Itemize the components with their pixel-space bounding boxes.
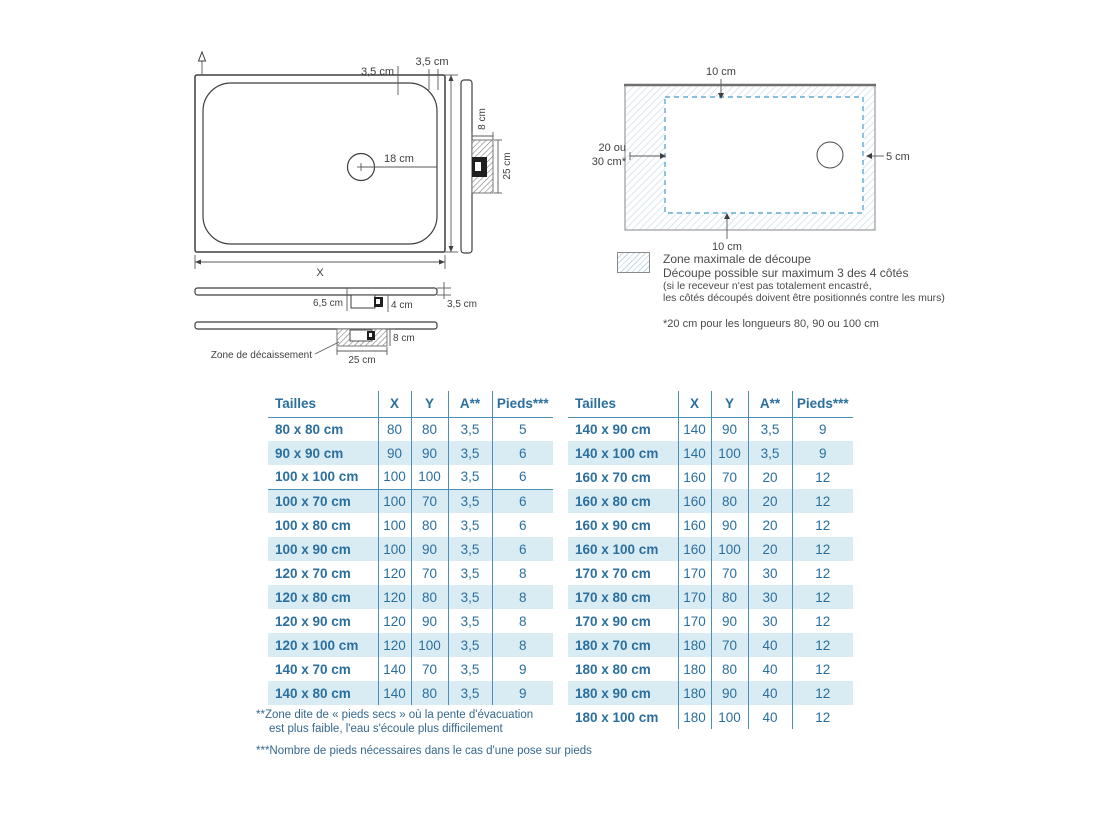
value-cell: 90 <box>378 441 411 465</box>
value-cell: 90 <box>411 609 448 633</box>
size-cell: 140 x 90 cm <box>575 421 651 437</box>
value-cell: 90 <box>711 513 748 537</box>
value-cell: 3,5 <box>448 417 492 441</box>
dim-label-recess-height: 25 cm <box>502 152 513 180</box>
table-row <box>268 657 553 681</box>
value-cell: 6 <box>492 513 553 537</box>
table-row <box>568 681 853 705</box>
size-cell: 170 x 80 cm <box>575 589 651 605</box>
value-cell: 12 <box>792 561 853 585</box>
value-cell: 90 <box>711 681 748 705</box>
tray-side-view <box>461 80 513 253</box>
value-cell: 120 <box>378 561 411 585</box>
value-cell: 170 <box>678 609 711 633</box>
value-cell: 3,5 <box>448 609 492 633</box>
value-cell: 40 <box>748 633 792 657</box>
value-cell: 90 <box>411 537 448 561</box>
table-row <box>568 417 853 441</box>
cutout-zone-diagram <box>580 55 925 255</box>
value-cell: 30 <box>748 585 792 609</box>
value-cell: 80 <box>411 585 448 609</box>
size-cell: 180 x 70 cm <box>575 637 651 653</box>
value-cell: 100 <box>378 513 411 537</box>
value-cell: 8 <box>492 585 553 609</box>
table-row <box>568 561 853 585</box>
value-cell: 90 <box>711 417 748 441</box>
value-cell: 70 <box>711 465 748 489</box>
value-cell: 20 <box>748 537 792 561</box>
value-cell: 9 <box>792 441 853 465</box>
value-cell: 20 <box>748 465 792 489</box>
value-cell: 12 <box>792 681 853 705</box>
size-cell: 90 x 90 cm <box>275 445 344 461</box>
value-cell: 30 <box>748 561 792 585</box>
value-cell: 170 <box>678 561 711 585</box>
value-cell: 6 <box>492 489 553 513</box>
value-cell: 80 <box>411 681 448 705</box>
dim-label-trap-height: 4 cm <box>391 300 413 311</box>
size-cell: 140 x 70 cm <box>275 661 351 677</box>
col-header-y: Y <box>711 391 748 417</box>
col-header-tailles: Tailles <box>568 391 678 417</box>
value-cell: 12 <box>792 657 853 681</box>
table-row <box>268 609 553 633</box>
size-table-right <box>568 391 853 729</box>
cross-section-bottom <box>195 322 437 366</box>
value-cell: 120 <box>378 585 411 609</box>
value-cell: 100 <box>411 633 448 657</box>
dimension-a-arrow-icon <box>199 52 206 75</box>
value-cell: 8 <box>492 609 553 633</box>
value-cell: 6 <box>492 465 553 489</box>
col-header-x: X <box>678 391 711 417</box>
table-row <box>568 609 853 633</box>
size-cell: 160 x 100 cm <box>575 541 659 557</box>
value-cell: 3,5 <box>448 513 492 537</box>
table-row <box>568 537 853 561</box>
cutout-dim-left-line1: 20 ou <box>598 142 626 154</box>
cutout-dim-left-line2: 30 cm* <box>591 156 626 168</box>
tray-top-view <box>195 52 473 279</box>
value-cell: 12 <box>792 585 853 609</box>
dim-label-rim-right: 3,5 cm <box>415 56 449 68</box>
col-header-tailles: Tailles <box>268 391 378 417</box>
value-cell: 5 <box>492 417 553 441</box>
size-cell: 120 x 90 cm <box>275 613 351 629</box>
dim-label-trap-offset: 6,5 cm <box>312 298 343 309</box>
size-cell: 160 x 90 cm <box>575 517 651 533</box>
value-cell: 100 <box>711 705 748 729</box>
col-header-pieds: Pieds*** <box>492 391 553 417</box>
value-cell: 70 <box>411 561 448 585</box>
value-cell: 3,5 <box>448 561 492 585</box>
legend-title: Zone maximale de découpe <box>663 252 812 266</box>
table-row <box>568 465 853 489</box>
value-cell: 3,5 <box>448 537 492 561</box>
value-cell: 20 <box>748 513 792 537</box>
footnote-dry-feet-line1: **Zone dite de « pieds secs » où la pente d'évacuation <box>256 709 534 721</box>
value-cell: 40 <box>748 705 792 729</box>
table-row <box>568 585 853 609</box>
value-cell: 120 <box>378 609 411 633</box>
value-cell: 3,5 <box>748 417 792 441</box>
cutout-dim-top: 10 cm <box>706 66 736 78</box>
value-cell: 140 <box>678 417 711 441</box>
value-cell: 8 <box>492 633 553 657</box>
value-cell: 80 <box>378 417 411 441</box>
value-cell: 12 <box>792 513 853 537</box>
dimension-x <box>195 255 445 279</box>
value-cell: 160 <box>678 465 711 489</box>
table-row <box>268 513 553 537</box>
table-row <box>268 417 553 441</box>
table-row <box>268 561 553 585</box>
hatch-swatch-icon <box>617 252 650 273</box>
value-cell: 3,5 <box>448 489 492 513</box>
size-cell: 170 x 70 cm <box>575 565 651 581</box>
value-cell: 12 <box>792 465 853 489</box>
size-cell: 100 x 100 cm <box>268 465 378 489</box>
value-cell: 3,5 <box>448 441 492 465</box>
table-row <box>268 465 553 489</box>
table-row <box>568 441 853 465</box>
value-cell: 70 <box>711 561 748 585</box>
value-cell: 160 <box>678 537 711 561</box>
drain-circle <box>817 142 843 168</box>
dim-label-recess-depth: 8 cm <box>393 333 415 344</box>
table-row <box>268 441 553 465</box>
size-cell: 100 x 80 cm <box>275 517 351 533</box>
drain-trap <box>351 295 375 308</box>
size-cell: 120 x 70 cm <box>275 565 351 581</box>
value-cell: 70 <box>711 633 748 657</box>
col-header-a: A** <box>448 391 492 417</box>
legend-detail-1: (si le receveur n'est pas totalement encastré, <box>663 280 872 292</box>
value-cell: 180 <box>678 681 711 705</box>
value-cell: 90 <box>711 609 748 633</box>
size-cell: 170 x 90 cm <box>575 613 651 629</box>
table-row <box>268 681 553 705</box>
legend-note: *20 cm pour les longueurs 80, 90 ou 100 cm <box>663 318 879 330</box>
value-cell: 80 <box>711 585 748 609</box>
size-cell: 120 x 100 cm <box>275 637 359 653</box>
footnote-feet-count: ***Nombre de pieds nécessaires dans le cas d'une pose sur pieds <box>256 745 592 757</box>
dim-label-thickness: 3,5 cm <box>447 299 478 310</box>
table-row <box>268 489 553 513</box>
col-header-y: Y <box>411 391 448 417</box>
value-cell: 3,5 <box>448 657 492 681</box>
size-cell: 140 x 80 cm <box>275 685 351 701</box>
footnote-dry-feet-line2: est plus faible, l'eau s'écoule plus difficilement <box>269 723 503 735</box>
value-cell: 100 <box>378 537 411 561</box>
value-cell: 100 <box>711 537 748 561</box>
table-row <box>568 513 853 537</box>
table-header <box>268 391 553 417</box>
value-cell: 12 <box>792 609 853 633</box>
dim-label-housing-depth: 8 cm <box>477 108 488 130</box>
dim-label-drain-distance: 18 cm <box>384 153 414 165</box>
size-cell: 80 x 80 cm <box>275 421 344 437</box>
value-cell: 100 <box>378 489 411 513</box>
value-cell: 140 <box>378 657 411 681</box>
value-cell: 80 <box>411 513 448 537</box>
value-cell: 170 <box>678 585 711 609</box>
value-cell: 8 <box>492 561 553 585</box>
value-cell: 70 <box>411 489 448 513</box>
value-cell: 70 <box>411 657 448 681</box>
table-row <box>568 489 853 513</box>
table-body <box>268 417 553 705</box>
value-cell: 20 <box>748 489 792 513</box>
value-cell: 180 <box>678 657 711 681</box>
value-cell: 3,5 <box>448 585 492 609</box>
value-cell: 100 <box>378 465 411 489</box>
value-cell: 120 <box>378 633 411 657</box>
size-cell: 100 x 70 cm <box>275 493 351 509</box>
value-cell: 3,5 <box>448 681 492 705</box>
value-cell: 40 <box>748 681 792 705</box>
value-cell: 9 <box>492 657 553 681</box>
size-cell: 160 x 70 cm <box>575 469 651 485</box>
dim-label-recess-width: 25 cm <box>348 355 376 366</box>
value-cell: 6 <box>492 441 553 465</box>
value-cell: 180 <box>678 705 711 729</box>
col-header-a: A** <box>748 391 792 417</box>
size-cell: 180 x 80 cm <box>575 661 651 677</box>
value-cell: 30 <box>748 609 792 633</box>
size-cell: 180 x 90 cm <box>575 685 651 701</box>
cutout-legend <box>617 252 967 330</box>
cross-section-top <box>195 282 477 312</box>
value-cell: 160 <box>678 513 711 537</box>
value-cell: 80 <box>711 657 748 681</box>
table-row <box>268 633 553 657</box>
value-cell: 9 <box>792 417 853 441</box>
size-cell: 140 x 100 cm <box>575 445 659 461</box>
value-cell: 160 <box>678 489 711 513</box>
tray-edge-profile <box>461 80 472 253</box>
table-row <box>268 537 553 561</box>
value-cell: 100 <box>411 465 448 489</box>
value-cell: 80 <box>711 489 748 513</box>
table-row <box>268 585 553 609</box>
table-row <box>568 657 853 681</box>
value-cell: 80 <box>411 417 448 441</box>
dim-label-x: X <box>316 267 324 279</box>
col-header-pieds: Pieds*** <box>792 391 853 417</box>
value-cell: 3,5 <box>448 633 492 657</box>
legend-subtitle: Découpe possible sur maximum 3 des 4 côtés <box>663 266 909 280</box>
table-body <box>568 417 853 729</box>
value-cell: 3,5 <box>448 465 492 489</box>
cutout-dim-right: 5 cm <box>886 151 910 163</box>
value-cell: 12 <box>792 537 853 561</box>
value-cell: 12 <box>792 489 853 513</box>
value-cell: 9 <box>492 681 553 705</box>
value-cell: 12 <box>792 633 853 657</box>
col-header-x: X <box>378 391 411 417</box>
size-table-left <box>268 391 553 705</box>
value-cell: 140 <box>378 681 411 705</box>
size-cell: 120 x 80 cm <box>275 589 351 605</box>
value-cell: 100 <box>711 441 748 465</box>
value-cell: 12 <box>792 705 853 729</box>
value-cell: 140 <box>678 441 711 465</box>
value-cell: 3,5 <box>748 441 792 465</box>
legend-detail-2: les côtés découpés doivent être positionnés contre les murs) <box>663 292 945 304</box>
size-cell: 100 x 90 cm <box>275 541 351 557</box>
dim-label-rim-top: 3,5 cm <box>360 66 394 78</box>
value-cell: 180 <box>678 633 711 657</box>
value-cell: 6 <box>492 537 553 561</box>
table-row <box>568 633 853 657</box>
footnotes <box>256 708 716 758</box>
recess-zone-label: Zone de décaissement <box>210 350 312 361</box>
size-cell: 180 x 100 cm <box>575 709 659 725</box>
tray-dimensions-diagram <box>185 45 530 375</box>
value-cell: 40 <box>748 657 792 681</box>
value-cell: 90 <box>411 441 448 465</box>
size-cell: 160 x 80 cm <box>575 493 651 509</box>
table-header <box>568 391 853 417</box>
cutout-dim-bottom: 10 cm <box>712 241 742 253</box>
